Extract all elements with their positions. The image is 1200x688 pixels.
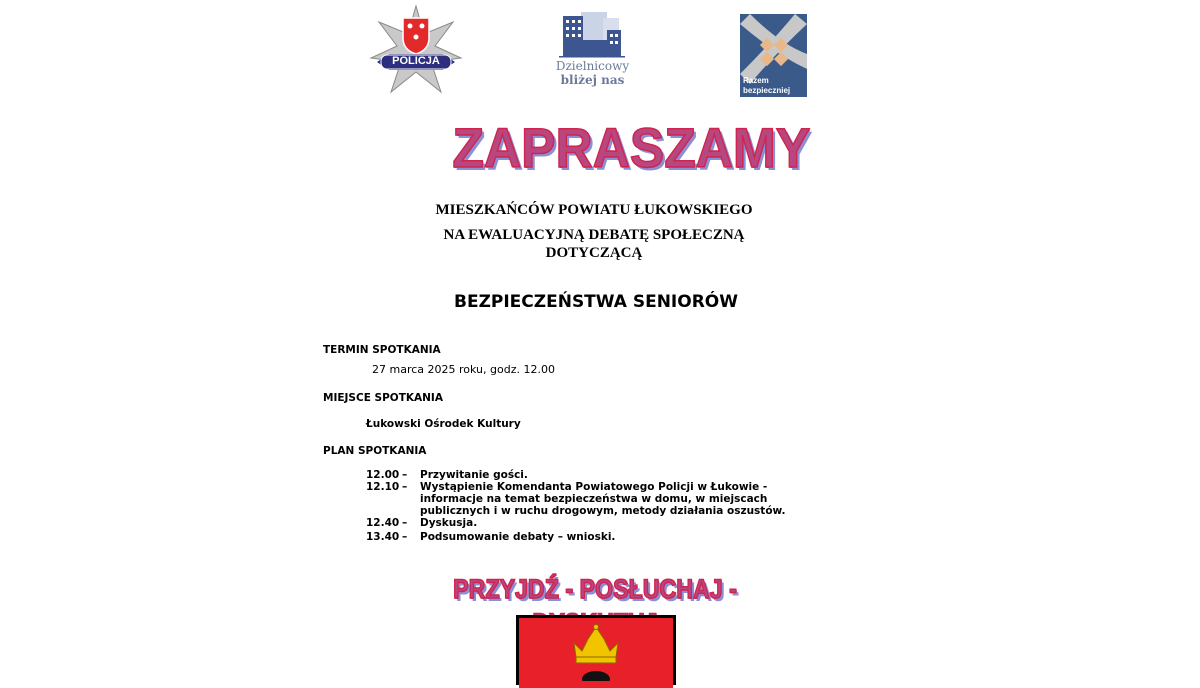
razem-line2: bezpieczniej (743, 86, 791, 95)
plan-label: PLAN SPOTKANIA (323, 445, 427, 457)
plan-item (366, 517, 790, 529)
plan-dash: – (402, 517, 408, 529)
invite-line-2: NA EWALUACYJNĄ DEBATĘ SPOŁECZNĄ (443, 227, 745, 243)
dzielnicowy-line1: Dzielnicowy (555, 59, 630, 73)
plan-item (366, 531, 790, 543)
razem-line1: Razem (743, 76, 769, 85)
headline: ZAPRASZAMY (452, 116, 811, 179)
invite-line-3: DOTYCZĄCĄ (545, 245, 643, 261)
plan-text: Podsumowanie debaty – wnioski. (420, 531, 616, 543)
slogan: PRZYJDŹ - POSŁUCHAJ - (453, 574, 737, 604)
police-star-icon (369, 4, 463, 98)
plan-item (366, 481, 790, 517)
dzielnicowy-line2: bliżej nas (560, 73, 625, 87)
plan-time: 12.40 (366, 517, 400, 529)
plan-text: Wystąpienie Komendanta Powiatowego Policji w Łukowie - informacje na temat bezpieczeństwa w domu, w miejscach publicznych i w ruchu drogowym, metody działania oszustów. (420, 481, 786, 517)
plan-time: 13.40 (366, 531, 400, 543)
plan-text: Przywitanie gości. (420, 469, 528, 481)
buildings-icon (545, 10, 640, 58)
policja-text: POLICJA (392, 55, 440, 67)
invite-line-1: MIESZKAŃCÓW POWIATU ŁUKOWSKIEGO (435, 202, 753, 218)
plan-dash: – (402, 531, 408, 543)
plan-dash: – (402, 469, 408, 481)
topic-heading: BEZPIECZEŃSTWA SENIORÓW (454, 292, 738, 312)
policja-logo (369, 4, 463, 98)
plan-time: 12.10 (366, 481, 400, 493)
dzielnicowy-logo (545, 10, 640, 90)
miejsce-label: MIEJSCE SPOTKANIA (323, 392, 443, 404)
plan-text: Dyskusja. (420, 517, 478, 529)
crown-icon (566, 621, 626, 681)
plan-time: 12.00 (366, 469, 400, 481)
plan-item (366, 469, 790, 481)
plan-dash: – (402, 481, 408, 493)
miejsce-value: Łukowski Ośrodek Kultury (366, 418, 521, 430)
razem-bezpieczniej-logo (740, 14, 807, 97)
termin-value: 27 marca 2025 roku, godz. 12.00 (372, 363, 555, 376)
termin-label: TERMIN SPOTKANIA (323, 344, 441, 356)
